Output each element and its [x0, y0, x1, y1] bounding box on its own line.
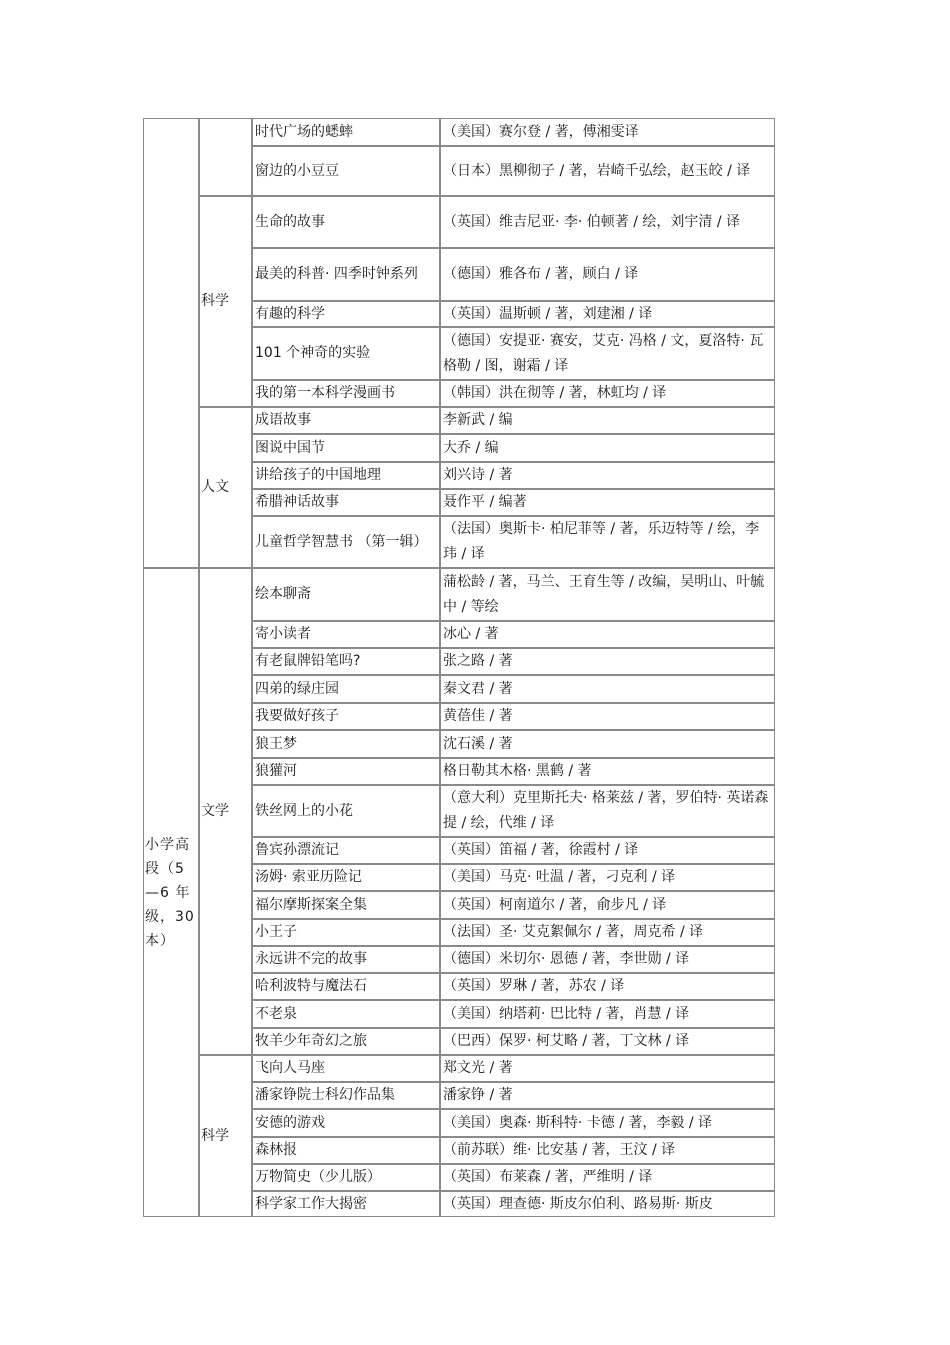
- book-title-text: 科学家工作大揭密: [255, 1195, 367, 1212]
- book-author: [440, 919, 775, 946]
- book-author: [440, 516, 775, 568]
- book-title-text: 狼獾河: [255, 763, 297, 779]
- book-author: [440, 864, 775, 891]
- book-title: [252, 118, 440, 146]
- book-author: [440, 1164, 775, 1191]
- book-author-text: （法国）奥斯卡· 柏尼菲等 / 著，乐迈特等 / 绘，李玮 / 译: [443, 521, 760, 562]
- book-title-text: 最美的科普· 四季时钟系列: [255, 266, 418, 282]
- book-author-text: 黄蓓佳 / 著: [443, 708, 513, 724]
- book-author: [440, 730, 775, 758]
- book-author: [440, 621, 775, 648]
- book-title: [252, 568, 440, 621]
- book-title: [252, 973, 440, 1000]
- book-author-text: （英国）维吉尼亚· 李· 伯顿著 / 绘，刘宇清 / 译: [443, 213, 741, 230]
- book-author-text: 郑文光 / 著: [443, 1060, 513, 1076]
- book-author-text: （美国）奥森· 斯科特· 卡德 / 著，李毅 / 译: [443, 1114, 713, 1131]
- book-title-text: 不老泉: [255, 1005, 297, 1022]
- book-author: [440, 675, 775, 703]
- book-author: [440, 489, 775, 516]
- book-author: [440, 1055, 775, 1082]
- book-title: [252, 648, 440, 675]
- book-title: [252, 1055, 440, 1082]
- book-author-text: 秦文君 / 著: [443, 680, 513, 697]
- book-author: [440, 1191, 775, 1217]
- book-title-text: 生命的故事: [255, 213, 325, 230]
- book-author-text: （巴西）保罗· 柯艾略 / 著，丁文林 / 译: [443, 1033, 690, 1049]
- reading-list-table: [143, 118, 775, 1217]
- book-author-text: （德国）米切尔· 恩德 / 著，李世勋 / 译: [443, 951, 690, 967]
- book-author: [440, 568, 775, 621]
- book-author-text: （美国）纳塔莉· 巴比特 / 著，肖慧 / 译: [443, 1005, 690, 1022]
- category-cell: [199, 196, 252, 407]
- book-author-text: 格日勒其木格· 黑鹤 / 著: [443, 763, 592, 779]
- book-title-text: 四弟的绿庄园: [255, 680, 339, 697]
- book-title: [252, 703, 440, 730]
- book-title-text: 窗边的小豆豆: [255, 162, 339, 179]
- book-title: [252, 146, 440, 196]
- book-author-text: 聂作平 / 编著: [443, 494, 527, 510]
- book-author-text: （韩国）洪在彻等 / 著，林虹均 / 译: [443, 385, 667, 401]
- book-title: [252, 196, 440, 248]
- book-author: [440, 973, 775, 1000]
- book-title-text: 铁丝网上的小花: [255, 802, 353, 819]
- book-author: [440, 891, 775, 919]
- book-title: [252, 1082, 440, 1109]
- book-author-text: 大乔 / 编: [443, 439, 499, 456]
- book-title-text: 有老鼠牌铅笔吗?: [255, 653, 361, 669]
- book-title: [252, 380, 440, 407]
- category-cell-text: 科学: [201, 1127, 229, 1144]
- book-title: [252, 758, 440, 785]
- book-author: [440, 758, 775, 785]
- book-author-text: （英国）温斯顿 / 著，刘建湘 / 译: [443, 305, 653, 322]
- book-title: [252, 864, 440, 891]
- book-author-text: 张之路 / 著: [443, 653, 513, 669]
- book-author: [440, 1109, 775, 1137]
- book-title: [252, 516, 440, 568]
- book-title-text: 安德的游戏: [255, 1114, 325, 1131]
- book-title-text: 永远讲不完的故事: [255, 951, 367, 967]
- book-title: [252, 489, 440, 516]
- book-title-text: 潘家铮院士科幻作品集: [255, 1087, 395, 1103]
- book-author-text: （英国）布莱森 / 著，严维明 / 译: [443, 1169, 653, 1185]
- book-author: [440, 380, 775, 407]
- book-title: [252, 730, 440, 758]
- book-title: [252, 837, 440, 864]
- book-author: [440, 301, 775, 327]
- category-cell-text: 人文: [201, 479, 229, 495]
- book-author: [440, 248, 775, 301]
- stage-cell-text: 小学高段（5—6 年级，30 本）: [145, 836, 195, 949]
- book-author-text: 蒲松龄 / 著，马兰、王育生等 / 改编，吴明山、叶毓中 / 等绘: [443, 573, 765, 615]
- book-author: [440, 407, 775, 434]
- book-title: [252, 1164, 440, 1191]
- book-title: [252, 327, 440, 380]
- book-author: [440, 1000, 775, 1028]
- book-title-text: 我要做好孩子: [255, 708, 339, 724]
- book-author-text: （英国）理查德· 斯皮尔伯利、路易斯· 斯皮: [443, 1195, 713, 1212]
- book-author: [440, 434, 775, 462]
- book-title-text: 小王子: [255, 924, 297, 940]
- book-title-text: 狼王梦: [255, 735, 297, 752]
- book-author-text: （美国）赛尔登 / 著，傅湘雯译: [443, 123, 639, 140]
- book-title: [252, 621, 440, 648]
- book-author: [440, 946, 775, 973]
- book-title: [252, 1191, 440, 1217]
- book-author-text: （英国）笛福 / 著，徐霞村 / 译: [443, 842, 639, 858]
- book-title-text: 哈利波特与魔法石: [255, 978, 367, 994]
- book-author: [440, 327, 775, 380]
- category-cell: [199, 407, 252, 568]
- book-title: [252, 1000, 440, 1028]
- book-title-text: 讲给孩子的中国地理: [255, 467, 381, 483]
- book-author-text: （意大利）克里斯托夫· 格莱兹 / 著，罗伯特· 英诺森提 / 绘，代维 / 译: [443, 790, 769, 831]
- book-title: [252, 891, 440, 919]
- book-author: [440, 1082, 775, 1109]
- book-author-text: 沈石溪 / 著: [443, 735, 513, 752]
- book-author-text: （法国）圣· 艾克絮佩尔 / 著，周克希 / 译: [443, 924, 704, 940]
- book-title-text: 汤姆· 索亚历险记: [255, 869, 362, 885]
- book-author: [440, 1028, 775, 1055]
- book-author-text: （英国）柯南道尔 / 著，俞步凡 / 译: [443, 896, 667, 913]
- book-author-text: 李新武 / 编: [443, 412, 513, 428]
- book-title: [252, 1137, 440, 1164]
- book-title: [252, 785, 440, 837]
- book-author-text: （美国）马克· 吐温 / 著，刁克利 / 译: [443, 869, 676, 885]
- book-title: [252, 462, 440, 489]
- book-author: [440, 703, 775, 730]
- book-title: [252, 1028, 440, 1055]
- book-author: [440, 146, 775, 196]
- book-author-text: （德国）雅各布 / 著，顾白 / 译: [443, 266, 639, 282]
- book-author-text: （日本）黑柳彻子 / 著，岩崎千弘绘，赵玉皎 / 译: [443, 162, 751, 179]
- category-cell-text: 文学: [201, 803, 229, 819]
- book-title: [252, 301, 440, 327]
- book-author-text: 冰心 / 著: [443, 626, 499, 642]
- book-author: [440, 785, 775, 837]
- book-author-text: 潘家铮 / 著: [443, 1087, 513, 1103]
- book-author-text: （英国）罗琳 / 著，苏农 / 译: [443, 978, 625, 994]
- book-title-text: 牧羊少年奇幻之旅: [255, 1033, 367, 1049]
- book-author: [440, 1137, 775, 1164]
- book-title-text: 绘本聊斋: [255, 586, 311, 602]
- stage-cell: [143, 118, 199, 568]
- book-title-text: 成语故事: [255, 412, 311, 428]
- book-author: [440, 196, 775, 248]
- book-title-text: 鲁宾孙漂流记: [255, 842, 339, 858]
- stage-cell: [143, 568, 199, 1217]
- book-title: [252, 434, 440, 462]
- book-title-text: 寄小读者: [255, 626, 311, 642]
- book-author-text: （前苏联）维· 比安基 / 著，王汶 / 译: [443, 1142, 676, 1158]
- book-title: [252, 919, 440, 946]
- book-author-text: 刘兴诗 / 著: [443, 467, 513, 483]
- book-title-text: 有趣的科学: [255, 305, 325, 322]
- book-title-text: 儿童哲学智慧书 （第一辑）: [255, 533, 428, 550]
- book-title: [252, 946, 440, 973]
- book-title-text: 森林报: [255, 1142, 297, 1158]
- book-title: [252, 407, 440, 434]
- book-author: [440, 648, 775, 675]
- book-title-text: 我的第一本科学漫画书: [255, 385, 395, 401]
- category-cell: [199, 118, 252, 196]
- book-title-text: 101 个神奇的实验: [255, 345, 371, 361]
- book-title-text: 万物简史（少儿版）: [255, 1169, 381, 1185]
- book-title: [252, 675, 440, 703]
- book-title: [252, 1109, 440, 1137]
- book-author: [440, 462, 775, 489]
- book-title-text: 时代广场的蟋蟀: [255, 123, 353, 140]
- category-cell: [199, 1055, 252, 1217]
- category-cell: [199, 568, 252, 1055]
- book-author-text: （德国）安提亚· 赛安，艾克· 冯格 / 文，夏洛特· 瓦格勒 / 图，谢霜 / 译: [443, 332, 764, 374]
- book-author: [440, 837, 775, 864]
- book-title-text: 希腊神话故事: [255, 494, 339, 510]
- category-cell-text: 科学: [201, 293, 229, 309]
- book-title: [252, 248, 440, 301]
- book-title-text: 图说中国节: [255, 439, 325, 456]
- book-title-text: 飞向人马座: [255, 1060, 325, 1076]
- book-author: [440, 118, 775, 146]
- book-title-text: 福尔摩斯探案全集: [255, 896, 367, 913]
